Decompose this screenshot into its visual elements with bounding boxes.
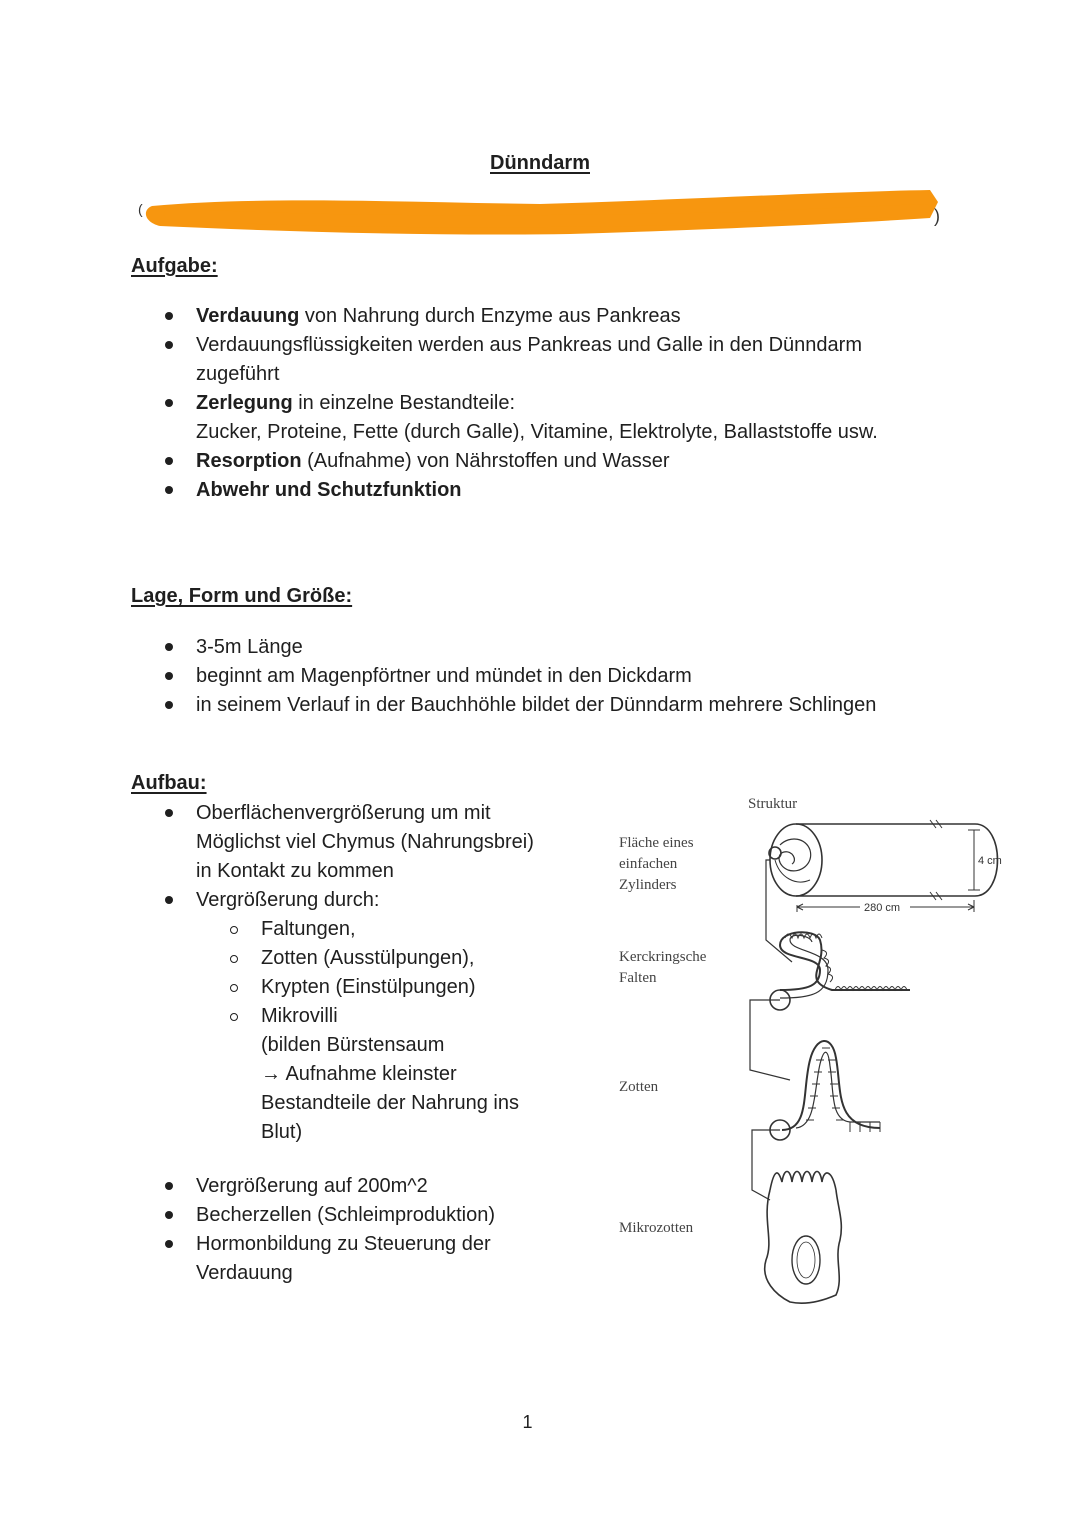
figure-header: Struktur [748, 796, 798, 812]
aufgabe-list [0, 302, 878, 505]
list-item: Vergrößerung durch: Faltungen, Zotten (Ausstülpungen), Krypten (Einstülpungen) Mikrovilli (bilden Bürstensaum → Aufnahme kleinster Bestandteile der Nahrung ins Blut) [0, 886, 534, 1147]
page-number: 1 [522, 1412, 533, 1432]
list-item: Verdauung von Nahrung durch Enzyme aus Pankreas [0, 302, 878, 331]
label-falten: Kerckringsche Falten [619, 949, 707, 986]
label-mikrozotten: Mikrozotten [619, 1220, 694, 1236]
dimension-length-label: 280 cm [864, 902, 901, 914]
list-item: Oberflächenvergrößerung um mit Möglichst viel Chymus (Nahrungsbrei) in Kontakt zu kommen [0, 799, 534, 886]
redaction-paren-left: ( [138, 201, 143, 217]
label-zylinder: Fläche eines einfachen Zylinders [619, 835, 694, 893]
sub-list-item: Mikrovilli (bilden Bürstensaum → Aufnahme kleinster Bestandteile der Nahrung ins Blut) [196, 1002, 534, 1147]
list-item: Hormonbildung zu Steuerung der Verdauung [0, 1230, 495, 1288]
list-item: Verdauungsflüssigkeiten werden aus Pankreas und Galle in den Dünndarm zugeführt [0, 331, 878, 389]
sub-list-item: Krypten (Einstülpungen) [196, 973, 534, 1002]
heading-aufgabe: Aufgabe: [131, 255, 218, 277]
sub-list-item: Zotten (Ausstülpungen), [196, 944, 534, 973]
list-item: beginnt am Magenpförtner und mündet in den Dickdarm [0, 662, 876, 691]
vergroesserung-sublist [196, 915, 534, 1147]
list-item: Abwehr und Schutzfunktion [0, 476, 878, 505]
lage-list [0, 633, 876, 720]
list-item: in seinem Verlauf in der Bauchhöhle bildet der Dünndarm mehrere Schlingen [0, 691, 876, 720]
aufbau-list [0, 799, 534, 1147]
intestine-structure-diagram [740, 790, 1020, 1310]
kerckring-folds [780, 932, 910, 998]
label-zotten: Zotten [619, 1079, 659, 1095]
redaction-paren-right: ) [934, 206, 940, 226]
heading-aufbau: Aufbau: [131, 772, 207, 794]
list-item: 3-5m Länge [0, 633, 876, 662]
list-item: Zerlegung in einzelne Bestandteile: Zucker, Proteine, Fette (durch Galle), Vitamine, Elektrolyte, Ballaststoffe usw. [0, 389, 878, 447]
sub-list-item: Faltungen, [196, 915, 534, 944]
heading-lage: Lage, Form und Größe: [131, 585, 353, 607]
list-item: Vergrößerung auf 200m^2 [0, 1172, 495, 1201]
page-title: Dünndarm [490, 152, 590, 174]
microvilli-cell [765, 1172, 842, 1304]
redaction-mark [140, 184, 945, 246]
dimension-diameter-label: 4 cm [978, 855, 1002, 867]
list-item: Resorption (Aufnahme) von Nährstoffen und Wasser [0, 447, 878, 476]
cylinder-shape [770, 820, 998, 900]
villus [782, 1041, 880, 1132]
aufbau-list-2 [0, 1172, 495, 1288]
list-item: Becherzellen (Schleimproduktion) [0, 1201, 495, 1230]
